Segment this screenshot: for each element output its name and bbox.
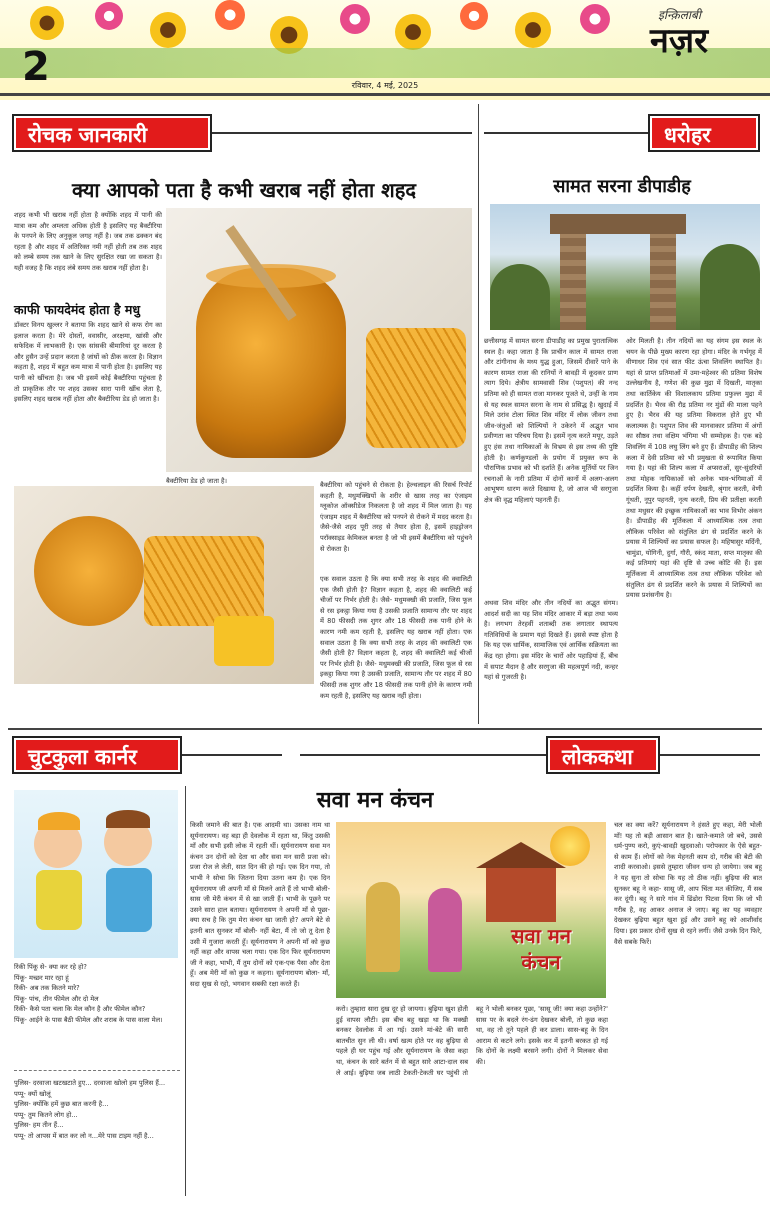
honey-body-col3: बैक्टीरिया को पहुंचने से रोकता है। हेल्थलाइन की रिसर्च रिपोर्ट कहती है, मधुमक्खियों के शरीर से खास तरह का एंजाइम ग्लूकोज ऑक्सीडेज निकलता है जो शहद में मिल जाता है। यह एंजाइम शहद में बैक्टीरिया को पनपने से रोकने में मदद करता है। जैसे-जैसे शहद पूरी तरह से तैयार होता है, इसमें हाइड्रोजन परॉक्साइड केमिकल बनता है जो भी इसमें बैक्टीरिया को पहुंचने से रोकता है। [320,481,472,553]
folktale-body-col2: करो। तुम्हारा सारा दुख दूर हो जायगा। बुढ़िया खुश होती हुई वापस लौटी। इस बीच बहू खड़ा था कि मक्खी बनकर देवलोक में आ गई। उसने मां-बेटे की सारी बातचीत सुन ली थी। वर्षा खत्म होते पर वह बुढ़िया से पहले ही घर पहुंच गई और सूर्यनारायण के जैसा कहा था, कंचन के सारे बर्तन में से बहुत सारे आटा-दाल सब ले आई। बुढ़िया जब लाठी टेकती-टेकती घर पहुंची तो बहू ने भोली बनकर पूछा, 'सासू जी! क्या कहा उन्होंने?' सास पर के बदले रंग-ढंग देखकर बोली, तो कुछ कहा था, वह तो तूने पहले ही कर डाला। सास-बहू के दिन आराम से कटने लगे। इसके कर में इतनी बरकत हो गई कि दोनों के लक्ष्मी बरसने लगी। दोनों ने मिलकर सेवा की। [336,1005,608,1077]
heritage-body-col1b: अथवा शिव मंदिर और तीन नदियों का अद्भुत संगम। आदर्श सदी का यह शिव मंदिर आकार में बड़ा तथा भव्य है। लगभग तेरहवीं शताब्दी तक लगातार स्थापत्य गतिविधियों के प्रमाण यहां दिखते हैं। इससे स्पष्ट होता है कि यह एक धार्मिक, सामाजिक एवं आर्थिक सक्रियता का केंद्र रहा होगा। इस मंदिर के चारों ओर पहाड़ियां हैं, बीच में सपाट मैदान है और सरगुजा की महत्वपूर्ण नदी, कन्हर यहां से गुजरती है। [484,599,618,682]
folktale-body-col3: चल का क्या करें? सूर्यनारायण ने हंसते हुए कहा, मेरी भोली माँ! यह तो बड़ी आसान बात है। खाते-कमाते जो बचे, उससे धर्म-पुण्य करो, कुएं-बावड़ी खुदवाओ। परोपकार के ऐसे बहुत-से काम हैं। लोगों को नेक मेहनती काम दो, गरीब की बेटी की शादी करवाओ। इससे तुम्हारा जीवन धन्य हो जायेगा। जब बहू ने यह सुना तो सोचा कि यह तो ठीक नहीं। बुढ़िया की बात सुनकर बहू ने कहा- सासू जी, आप चिंता मत कीजिए, मैं सब कर दूंगी। बहू ने सारे गांव में ढिंढोरा पिटवा दिया कि जो भी गरीब है, वह आकर अनाज ले जाए। बहू का यह व्यवहार देखकर बुढ़िया बहुत खुश हुई और उसने बहू को आशीर्वाद दिया। इस प्रकार दोनों सुख से रहने लगीं। जैसे उनके दिन फिरे, वैसे सबके फिरें। [614,821,762,946]
joke-2 [14,1078,180,1142]
joke-line: पप्पू- क्यों खोलूं [14,1089,51,1098]
heritage-body-col2: ओर मिलती है। तीन नदियों का यह संगम इस स्थल के चयन के पीछे मुख्य कारण रहा होगा। मंदिर के गर्भगृह में वीणाधर शिव एवं सात फीट ऊंचा शिवलिंग स्थापित है। यहां से प्राप्त प्रतिमाओं में उमा-महेश्वर की प्रतिमा विशेष उल्लेखनीय है, गणेश की कुछ मुद्रा में दिखती, मातृका तथा कार्तिकेय की विशालकाय प्रतिमा प्रफुल्ल मुद्रा में प्रदर्शित है। भैरव की रौद्र प्रतिमा नर मुंडों की माला पहने हुए है। भैरव की यह प्रतिमा विकराल होते हुए भी कलात्मक है। पशुपत शिव की मानवाकार प्रतिमा में अंगों का सौष्ठव तथा वक्षिम भंगिमा भी सम्मोहक है। एक बड़े शिवलिंग में 108 लघु लिंग बने हुए हैं। डीपाडीह की शिल्प कला में देवी प्रतिमा को भी प्रमुखता से रूपायित किया गया है। यहां की शिल्प कला में अप्सराओं, सुर-सुंदरियों तथा मोहक नायिकाओं को अनेक भाव-भंगिमाओं में प्रदर्शित किया है। कहीं दर्पण देखती, श्रृंगार करती, वेणी गूंथती, नूपुर पहनती, नृत्य करती, प्रिय की प्रतीक्षा करती तथा मधुसर की इच्छुक नायिकाओं का भाव विभोर अंकन है। डीपाडीह की मूर्तिकला में आध्यात्मिक तत्व तथा लौकिक परिवेश को संतुलित ढंग से प्रदर्शित करने के प्रयास में शिल्पियों का प्रयास सफल है। महिषासुर मर्दिनी, चामुंडा, योगिनी, दुर्गा, गौरी, स्कंद माता, सप्त मातृका की कई प्रतिमाएं यहां की दृष्टि से उच्च कोटि की हैं। इस मूर्तिकला में आध्यात्मिक तत्व तथा लौकिक परिवेश को संतुलित ढंग से प्रदर्शित करने के प्रयास में शिल्पियों का प्रयास प्रशंसनीय है। [626,337,762,600]
honey-body-col4: एक सवाल उठता है कि क्या सभी तरह के शहद की क्वालिटी एक जैसी होती है? विज्ञान कहता है, शहद की क्वालिटी कई चीजों पर निर्भर होती है। जैसे- मधुमक्खी की प्रजाति, जिस फूल से रस इकट्ठा किया गया है उसकी प्रजाति सामान्य तौर पर शहद में 80 फीसदी तक शुगर और 18 फीसदी तक पानी होने के कारण नमी कम रहती है, इसलिए यह खराब नहीं होता। एक सवाल उठता है कि क्या सभी तरह के शहद की क्वालिटी एक जैसी होती है? विज्ञान कहता है, शहद की क्वालिटी कई चीजों पर निर्भर होती है। जैसे- मधुमक्खी की प्रजाति, जिस फूल से रस इकट्ठा किया गया है उसकी प्रजाति, सामान्य तौर पर शहद में 80 फीसदी तक शुगर और 18 फीसदी तक पानी होने के कारण नमी कम रहती है, इसलिए यह खराब नहीं होता। [320,575,472,700]
honey-headline: क्या आपको पता है कभी खराब नहीं होता शहद [72,178,416,202]
joke-line: पुलिस- दरवाजा खटखटाते हुए... दरवाजा खोलो हम पुलिस हैं... [14,1079,166,1087]
kids-cartoon-image [14,790,178,958]
brand-logo: नज़र [650,21,709,61]
honeycomb-icon [366,328,466,448]
sun-icon [550,826,590,866]
section-divider [8,728,762,730]
section-banner-chutkula: चुटकुला कार्नर [14,738,180,772]
sunflower-icon [395,14,431,50]
joke-separator [14,1070,180,1071]
joke-line: पुलिस- हम तीन हैं... [14,1121,64,1130]
stone-pillar-icon [650,224,676,330]
heritage-headline: सामत सरना डीपाडीह [553,176,691,197]
page-number: 2 [22,44,50,90]
honey-bowl-icon [34,516,144,626]
flower-icon [460,2,488,30]
honey-jar-image [166,208,472,472]
flower-icon [215,0,245,30]
joke-1 [14,962,180,1026]
brand-tagline: इन्क़िलाबी [658,8,701,22]
joke-line: पप्पू- तुम कितने लोग हो... [14,1110,78,1119]
joke-line: पिंकू- पांच, तीन फीमेल और दो मेल [14,994,99,1003]
flower-icon [580,4,610,34]
stone-lintel-icon [550,214,686,234]
sunflower-icon [515,12,551,48]
folktale-illustration [336,822,606,998]
flower-icon [340,4,370,34]
joke-line: रिंकी- अब तक कितने मारे? [14,984,80,993]
header-rule [0,93,770,96]
folktale-headline: सवा मन कंचन [316,788,434,813]
section-rule [300,754,760,756]
temple-ruins-image [490,204,760,330]
honey-intro: शहद कभी भी खराब नहीं होता है क्योंकि शहद में पानी की मात्रा कम और अम्लता अधिक होती है इसलिए यह बैक्टीरिया के पनपने के लिए अनुकूल जगह नहीं है। जब तक ढक्कन बंद रहता है और शहद में अतिरिक्त नमी नहीं होती तब तक शहद को लम्बे समय तक खाने के लिए सुरक्षित रखा जा सकता है। यही वजह है कि शहद लंबे समय तक खराब नहीं होता है। [14,211,162,272]
honey-body-col1: डॉक्टर विनय खुल्लर ने बताया कि शहद खाने से कफ रोग का इलाज करता है। मेरे दोस्तों, ववासीर, अरक्षमा, खांसी और सफेदिक में लाभकारी है। एक सांसकी बीमारियां दूर करता है और हुसैन उन्हें प्रदान करता है जांघों को ठीक करता है। विज्ञान कहता है, शहद में बहुत कम मात्रा में पानी होता है। इसलिए यह पानी को खींचता है। जब भी इसमें कोई बैक्टीरिया पहुंचता है तो प्राकृतिक तौर पर शहद उसका सारा पानी खींच लेता है, इसलिए शहद खराब नहीं होता और बैक्टीरिया डेड हो जाता है। [14,321,162,404]
honeycomb-icon [144,536,264,626]
honeycomb-image [14,486,314,684]
joke-line: रिंकी पिंकू से- क्या कर रहे हो? [14,963,87,971]
column-divider [478,104,479,724]
joke-line: रिंकी- कैसे पता चला कि मेल कौन है और फीमेल कौन? [14,1005,146,1014]
heritage-body-col1: छत्तीसगढ़ में सामत सरना डीपाडीह का प्रमुख पुरातात्विक स्थल है। कहा जाता है कि प्राचीन काल में सामत राजा और टांगीनाथ के मध्य युद्ध हुआ, जिसमें दीवारें पाने के कारण सामत राजा की रानियों ने बावड़ी में कूदकर प्राण त्याग दिये। क्षेत्रीय सामवासी शिव (पशुपत) की नन्द प्रतिमा को ही सामत राजा मानकर पूजते थे, उन्हीं के नाम से यह स्थल सामत सरना के नाम से प्रसिद्ध है। खुदाई में मिले उरांव टोला स्थित शिव मंदिर में लोक जीवन तथा जीव-जंतुओं को शिल्पियों ने उकेरने में अद्भुत भाव प्रवीणता का परिचय दिया है। इसमें नृत्य करते मयूर, उड़ते हुए हंस तथा नायिकाओं के विभ्रम से इस तथ्य की पुष्टि होती है। कर्णकुण्डलों के प्रयोग में प्रयुक्त रूप के पौराणिक प्रभाव को भी दर्शाते हैं। अनेक मूर्तियों पर जिन रचनाओं के नारी प्रतिमा में दोनों कानों में अलग-अलग आभूषण धारण करते दिखाया है, जो आज भी सरगुजा क्षेत्र की वृद्ध महिलाएं पहनती हैं। [484,337,618,504]
image-title: कंचन [521,950,561,974]
stone-pillar-icon [560,224,586,330]
flower-icon [95,2,123,30]
sunflower-icon [150,12,186,48]
column-divider [185,786,186,1196]
image-title: सवा मन [511,924,571,948]
folktale-body-col1: किसी जमाने की बात है। एक आदमी था। उसका नाम था सूर्यनारायण। वह बड़ा ही देवलोक में रहता था, किंतु उसकी माँ और सभी इसी लोक में रहती थीं। सूर्यनारायण सवा मन कंचन उन दोनों को देता था और सवा मन सारी प्रजा को। प्रजा रोज ले लेती, सात दिन की हो गई। एक दिन गया, तो भाभी ने सोचा कि जितना दिया उतना कम है। एक दिन सूर्यनारायण जी अपनी माँ से मिलने आते हैं तो भाभी बोली- सास जी मेरी कंचन में से खा जाती हैं। भाभी के पूछने पर उसने सारा हाल बताया। सूर्यनारायण ने अपनी माँ से पूछा- क्या सच है कि तुम मेरा कंचन खा जाती हो? अपने बेटे से इतनी बात सुनकर माँ बोली- नहीं बेटा, मैं तो जो तू देता है उसी में गुजारा करती हूँ। सूर्यनारायण ने अपनी माँ को कुछ नहीं कहा और वापस चला गया। एक दिन फिर सूर्यनारायण जी ने कहा, भाभी, मैं तुम दोनों को एक-एक पैसा और देता हूँ। अब मेरी माँ को कुछ न कहना। सूर्यनारायण बोला- माँ, सदा सुख से रहो, भगवान सबकी रक्षा करते हैं। [190,821,330,988]
honey-subhead: काफी फायदेमंद होता है मधु [14,302,141,317]
joke-line: पप्पू- तो आपस में बात कर लो न...मेरे पास टाइम नहीं है... [14,1131,154,1140]
section-banner-dharohar: धरोहर [650,116,758,150]
honey-body-caption: बैक्टीरिया डेड हो जाता है। [166,477,228,485]
old-woman-figure [366,882,400,972]
section-banner-rochak: रोचक जानकारी [14,116,210,150]
sunflower-icon [30,6,64,40]
joke-line: पिंकू- मच्छर मार रहा हूं [14,973,69,982]
dateline: रविवार, 4 मई, 2025 [351,81,419,90]
joke-line: पुलिस- क्योंकि हमें कुछ बात करनी है... [14,1100,109,1109]
young-woman-figure [428,888,462,972]
section-banner-lokkatha: लोककथा [548,738,658,772]
hut-icon [486,862,556,922]
joke-line: पिंकू- आईने के पास बैठी फीमेल और शराब के पास वाला मेल। [14,1015,163,1024]
